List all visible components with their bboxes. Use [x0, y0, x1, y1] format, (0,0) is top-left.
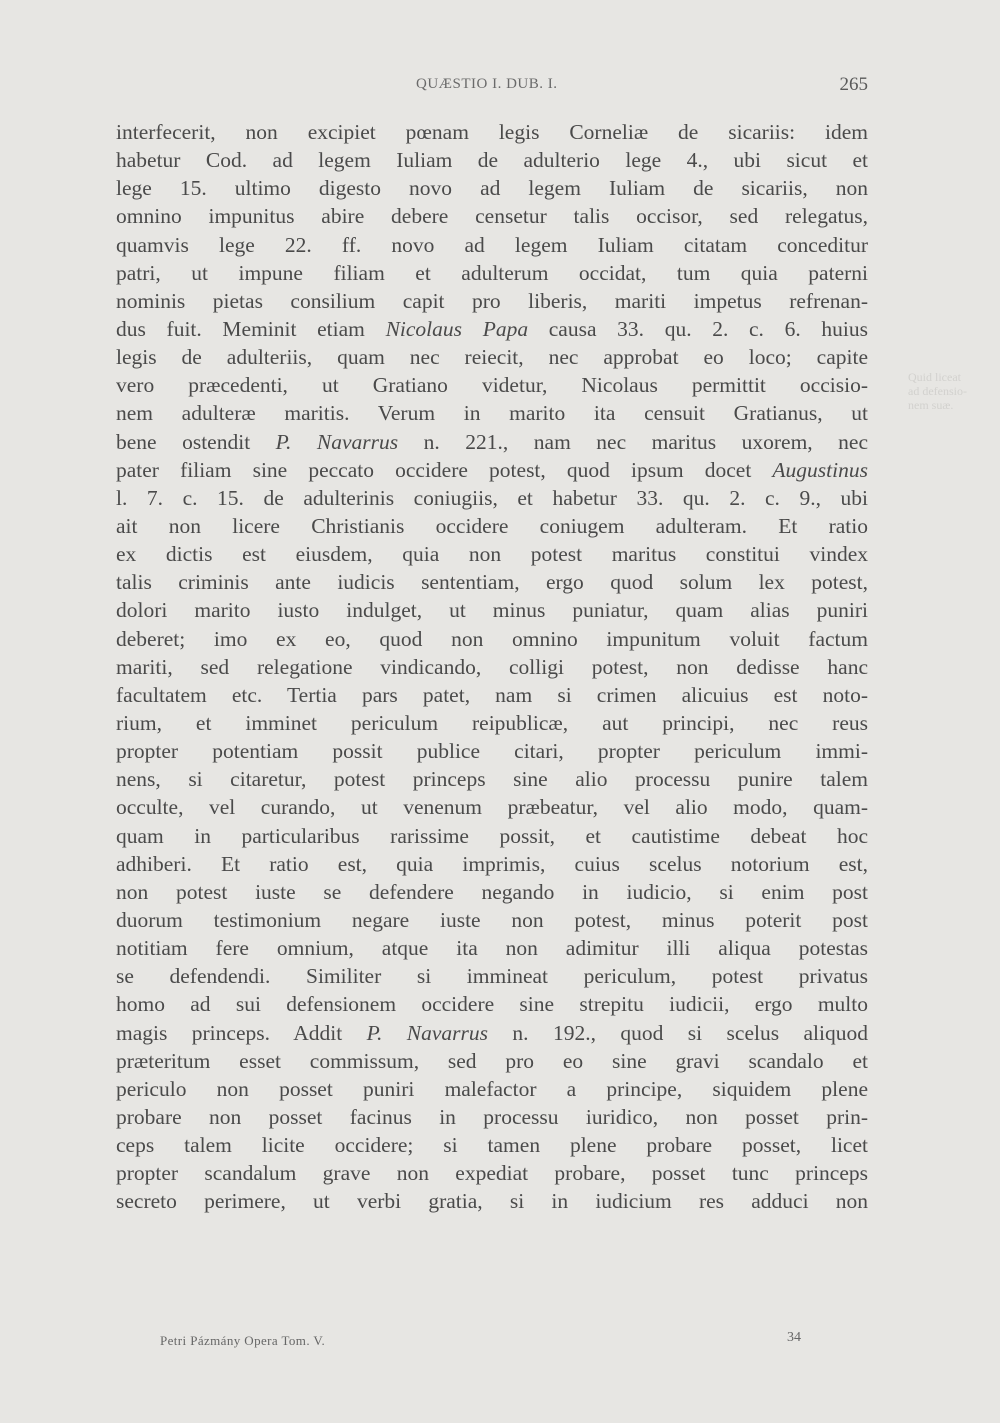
text-segment: duorum testimonium negare iuste non potest, minus poterit post — [116, 907, 868, 932]
text-segment: mariti, sed relegatione vindicando, colligi potest, non dedisse hanc — [116, 654, 868, 679]
text-segment: magis princeps. Addit — [116, 1020, 367, 1045]
text-segment: facultatem etc. Tertia pars patet, nam si crimen alicuius est noto- — [116, 682, 868, 707]
text-line — [116, 878, 868, 906]
text-line — [116, 737, 868, 765]
text-segment: pater filiam sine peccato occidere potest, quod ipsum docet — [116, 457, 773, 482]
text-line — [116, 793, 868, 821]
text-segment: causa 33. qu. 2. c. 6. huius — [528, 316, 868, 341]
text-line — [116, 1019, 868, 1047]
text-segment: non potest iuste se defendere negando in iudicio, si enim post — [116, 879, 868, 904]
text-line — [116, 202, 868, 230]
text-line — [116, 146, 868, 174]
italic-citation: P. Navarrus — [275, 429, 399, 454]
text-line — [116, 709, 868, 737]
text-segment: n. 221., nam nec maritus uxorem, nec — [398, 429, 868, 454]
margin-note-line: Quid liceat — [908, 370, 961, 384]
text-line — [116, 1075, 868, 1103]
text-line — [116, 174, 868, 202]
text-segment: homo ad sui defensionem occidere sine strepitu iudicii, ergo multo — [116, 992, 868, 1017]
text-line — [116, 231, 868, 259]
text-line — [116, 990, 868, 1018]
text-segment: nens, si citaretur, potest princeps sine alio processu punire talem — [116, 767, 868, 792]
text-segment: probare non posset facinus in processu iuridico, non posset prin- — [116, 1104, 868, 1129]
printer-signature: Petri Pázmány Opera Tom. V. — [160, 1333, 326, 1348]
text-segment: præteritum esset commissum, sed pro eo sine gravi scandalo et — [116, 1048, 868, 1073]
text-segment: periculo non posset puniri malefactor a principe, siquidem plene — [116, 1076, 868, 1101]
text-line — [116, 1103, 868, 1131]
text-segment: l. 7. c. 15. de adulterinis coniugiis, et habetur 33. qu. 2. c. 9., ubi — [116, 485, 868, 510]
text-segment: omnino impunitus abire debere censetur talis occisor, sed relegatus, — [116, 204, 868, 229]
text-line — [116, 906, 868, 934]
text-line — [116, 822, 868, 850]
text-segment: quam in particularibus rarissime possit, et cautistime debeat hoc — [116, 823, 868, 848]
text-segment: nominis pietas consilium capit pro liberis, mariti impetus refrenan- — [116, 288, 868, 313]
text-line — [116, 371, 868, 399]
margin-note — [908, 370, 998, 412]
margin-note-line: ad defensio- — [908, 384, 967, 398]
text-line — [116, 1131, 868, 1159]
text-segment: occulte, vel curando, ut venenum præbeatur, vel alio modo, quam- — [116, 795, 868, 820]
text-segment: interfecerit, non excipiet pœnam legis Corneliæ de sicariis: idem — [116, 120, 868, 144]
text-line — [116, 118, 868, 146]
text-segment: ait non licere Christianis occidere coniugem adulteram. Et ratio — [116, 513, 868, 538]
text-line — [116, 287, 868, 315]
text-segment: notitiam fere omnium, atque ita non adimitur illi aliqua potestas — [116, 936, 868, 961]
text-line — [116, 625, 868, 653]
text-line — [116, 765, 868, 793]
text-segment: nem adulteræ maritis. Verum in marito ita censuit Gratianus, ut — [116, 401, 868, 426]
running-head — [116, 74, 868, 98]
text-segment: legis de adulteriis, quam nec reiecit, nec approbat eo loco; capite — [116, 345, 868, 370]
body-text — [116, 118, 868, 1215]
text-segment: adhiberi. Et ratio est, quia imprimis, cuius scelus notorium est, — [116, 851, 868, 876]
text-segment: habetur Cod. ad legem Iuliam de adulterio lege 4., ubi sicut et — [116, 148, 868, 173]
margin-note-line: nem suæ. — [908, 398, 954, 412]
text-segment: secreto perimere, ut verbi gratia, si in iudicium res adduci non — [116, 1189, 868, 1214]
text-line — [116, 1187, 868, 1215]
text-line — [116, 934, 868, 962]
text-segment: propter scandalum grave non expediat probare, posset tunc princeps — [116, 1161, 868, 1186]
text-line — [116, 962, 868, 990]
text-segment: deberet; imo ex eo, quod non omnino impunitum voluit factum — [116, 626, 868, 651]
text-segment: n. 192., quod si scelus aliquod — [488, 1020, 868, 1045]
text-line — [116, 653, 868, 681]
running-head-title: QUÆSTIO I. DUB. I. — [416, 76, 558, 92]
text-segment: quamvis lege 22. ff. novo ad legem Iuliam citatam conceditur — [116, 232, 868, 257]
page-number: 265 — [839, 74, 868, 95]
text-segment: dus fuit. Meminit etiam — [116, 316, 386, 341]
text-segment: talis criminis ante iudicis sententiam, ergo quod solum lex potest, — [116, 570, 868, 595]
text-line — [116, 399, 868, 427]
text-line — [116, 568, 868, 596]
text-line — [116, 343, 868, 371]
text-line — [116, 1159, 868, 1187]
text-segment: ex dictis est eiusdem, quia non potest maritus constitui vindex — [116, 542, 868, 567]
text-segment: dolori marito iusto indulget, ut minus puniatur, quam alias puniri — [116, 598, 868, 623]
italic-citation: Nicolaus Papa — [385, 316, 529, 341]
text-segment: bene ostendit — [116, 429, 276, 454]
signature-number: 34 — [787, 1330, 801, 1345]
text-line — [116, 315, 868, 343]
text-line — [116, 1047, 868, 1075]
text-line — [116, 456, 868, 484]
text-line — [116, 259, 868, 287]
text-segment: ceps talem licite occidere; si tamen plene probare posset, licet — [116, 1133, 868, 1158]
text-line — [116, 681, 868, 709]
italic-citation: P. Navarrus — [366, 1020, 488, 1045]
text-line — [116, 484, 868, 512]
text-segment: lege 15. ultimo digesto novo ad legem Iuliam de sicariis, non — [116, 176, 868, 201]
text-segment: propter potentiam possit publice citari, propter periculum immi- — [116, 739, 868, 764]
text-line — [116, 428, 868, 456]
text-line — [116, 540, 868, 568]
text-line — [116, 512, 868, 540]
text-line — [116, 850, 868, 878]
text-segment: se defendendi. Similiter si immineat periculum, potest privatus — [116, 964, 868, 989]
text-segment: rium, et imminet periculum reipublicæ, aut principi, nec reus — [116, 710, 868, 735]
text-line — [116, 596, 868, 624]
text-segment: patri, ut impune filiam et adulterum occidat, tum quia paterni — [116, 260, 868, 285]
text-segment: vero præcedenti, ut Gratiano videtur, Nicolaus permittit occisio- — [116, 373, 868, 398]
italic-citation: Augustinus — [772, 457, 868, 482]
